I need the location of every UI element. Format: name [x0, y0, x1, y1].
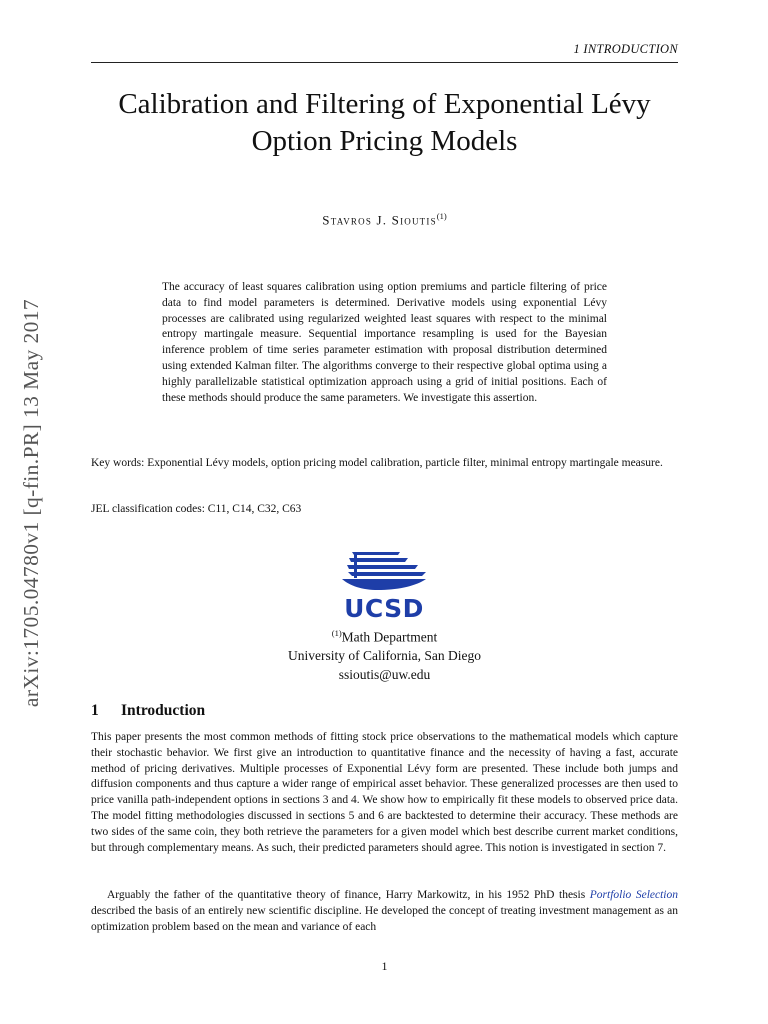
department: Math Department	[341, 629, 438, 645]
section-heading	[91, 702, 205, 720]
paragraph-2-start: Arguably the father of the quantitative theory of finance, Harry Markowitz, in his 1952 PhD thesis	[107, 889, 586, 901]
intro-paragraph-2	[91, 888, 678, 935]
section-number: 1	[91, 702, 99, 719]
author	[91, 211, 678, 228]
email: ssioutis@uw.edu	[338, 666, 431, 682]
paragraph-2-end: described the basis of an entirely new scientific discipline. He developed the concept of treating investment management as an optimization problem based on the mean and variance of each	[91, 904, 678, 933]
jel-codes: JEL classification codes: C11, C14, C32, C63	[91, 503, 302, 515]
section-title: Introduction	[121, 702, 206, 719]
keywords: Key words: Exponential Lévy models, option pricing model calibration, particle filter, minimal entropy martingale measure.	[91, 457, 663, 469]
title-line-2: Option Pricing Models	[251, 125, 518, 157]
portfolio-selection-link[interactable]: Portfolio Selection	[589, 889, 679, 901]
paper-title	[91, 86, 678, 160]
running-head: 1 INTRODUCTION	[573, 42, 678, 56]
ucsd-logo-text: UCSD	[344, 594, 424, 623]
intro-paragraph-1: This paper presents the most common methods of fitting stock price observations to the mathematical models which capture their stochastic behavior. We first give an introduction to quantitative finance and the necessity of having a fast, accurate method of pricing derivatives. Multiple processes of Exponential Lévy form are presented. These include both jumps and diffusion components and thus capture a wider range of empirical asset behavior. These generalized processes are then used to price vanilla path-independent options in sections 3 and 4. We show how to empirically fit these models to observed price data. The model fitting methodologies discussed in sections 5 and 6 are backtested to determine their accuracy. These methods are two sides of the same coin, they both retrieve the parameters for a given model which best describe current market conditions, but through complementary means. As such, their predicted parameters should agree. This notion is investigated in section 7.	[91, 731, 678, 854]
abstract: The accuracy of least squares calibration using option premiums and particle filtering of price data to find model parameters is determined. Derivative models using exponential Lévy processes are calibrated using regularized weighted least squares with respect to the minimal entropy martingale measure. Sequential importance resampling is used for the Bayesian inference problem of time series parameter estimation with proposal distribution determined using extended Kalman filter. The algorithms converge to their respective global optima using a highly parallelizable statistical optimization approach using a grid of initial positions. Each of these methods should produce the same parameters. We investigate this assertion.	[162, 281, 607, 404]
author-affiliation-mark: (1)	[436, 211, 447, 221]
title-line-1: Calibration and Filtering of Exponential Lévy	[118, 88, 651, 120]
ucsd-emblem-icon	[338, 550, 430, 594]
department-line	[91, 624, 678, 647]
affiliation-block	[91, 624, 678, 684]
affiliation-mark: (1)	[331, 628, 342, 638]
arxiv-identifier: arXiv:1705.04780v1 [q-fin.PR] 13 May 2017	[19, 298, 43, 708]
page-number: 1	[381, 959, 388, 973]
header-rule	[91, 62, 678, 63]
author-name: Stavros J. Sioutis	[322, 212, 437, 228]
university: University of California, San Diego	[287, 648, 482, 663]
